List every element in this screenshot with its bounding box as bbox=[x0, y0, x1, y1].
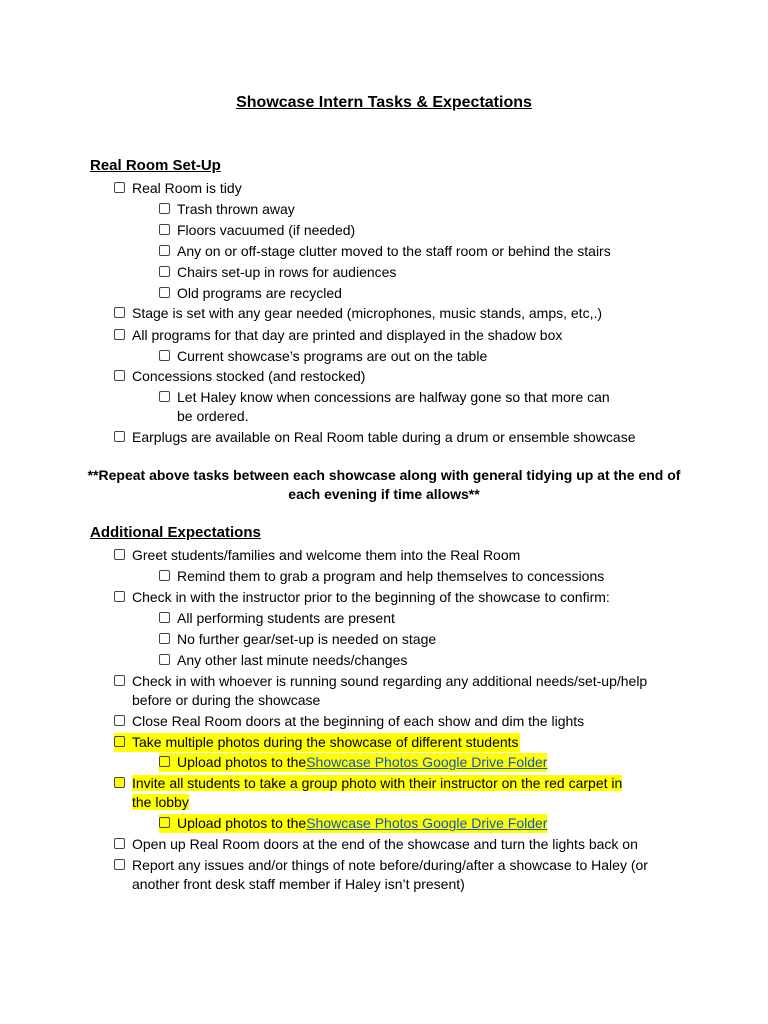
item-text: Real Room is tidy bbox=[132, 180, 242, 196]
checklist-subitem[interactable] bbox=[159, 263, 639, 282]
item-text: Check in with whoever is running sound regarding any additional needs/set-up/help before or during the showcase bbox=[132, 673, 648, 708]
checkbox[interactable] bbox=[159, 350, 170, 361]
google-drive-folder-link[interactable]: Showcase Photos Google Drive Folder bbox=[306, 815, 548, 831]
checkbox[interactable] bbox=[114, 838, 125, 849]
checklist-item[interactable] bbox=[114, 179, 654, 198]
checkbox[interactable] bbox=[159, 570, 170, 581]
item-text: Invite all students to take a group photo with their instructor on the red carpet in the lobby bbox=[132, 775, 623, 810]
checkbox[interactable] bbox=[159, 245, 170, 256]
item-text: Stage is set with any gear needed (microphones, music stands, amps, etc,.) bbox=[132, 305, 603, 321]
item-text: Trash thrown away bbox=[177, 201, 295, 217]
item-text: Floors vacuumed (if needed) bbox=[177, 222, 356, 238]
checklist-item[interactable] bbox=[114, 672, 654, 710]
checklist-subitem-highlighted[interactable] bbox=[159, 753, 639, 772]
checklist-subitem[interactable] bbox=[159, 200, 639, 219]
item-text: All performing students are present bbox=[177, 610, 395, 626]
checklist-item[interactable] bbox=[114, 546, 654, 565]
checkbox[interactable] bbox=[159, 612, 170, 623]
checklist-subitem[interactable] bbox=[159, 609, 639, 628]
item-text: Take multiple photos during the showcase of different students bbox=[132, 734, 519, 750]
checkbox[interactable] bbox=[114, 859, 125, 870]
item-text: Any other last minute needs/changes bbox=[177, 652, 408, 668]
checkbox[interactable] bbox=[114, 370, 125, 381]
google-drive-folder-link[interactable]: Showcase Photos Google Drive Folder bbox=[306, 754, 548, 770]
checkbox[interactable] bbox=[159, 266, 170, 277]
checklist-item[interactable] bbox=[114, 856, 654, 894]
checklist-subitem[interactable] bbox=[159, 221, 639, 240]
checklist-item-highlighted[interactable] bbox=[114, 733, 654, 752]
checklist-subitem[interactable] bbox=[159, 630, 639, 649]
item-text: Check in with the instructor prior to the beginning of the showcase to confirm: bbox=[132, 589, 610, 605]
item-text: Let Haley know when concessions are halfway gone so that more can be ordered. bbox=[177, 389, 610, 424]
item-text: Upload photos to the bbox=[177, 754, 307, 770]
checkbox[interactable] bbox=[114, 549, 125, 560]
document-title: Showcase Intern Tasks & Expectations bbox=[236, 94, 532, 111]
checklist-item[interactable] bbox=[114, 835, 654, 854]
checkbox[interactable] bbox=[114, 777, 125, 788]
checkbox[interactable] bbox=[114, 591, 125, 602]
checkbox[interactable] bbox=[159, 287, 170, 298]
item-text: Earplugs are available on Real Room table during a drum or ensemble showcase bbox=[132, 429, 636, 445]
checkbox[interactable] bbox=[114, 736, 125, 747]
checkbox[interactable] bbox=[159, 654, 170, 665]
checkbox[interactable] bbox=[159, 203, 170, 214]
item-text: Close Real Room doors at the beginning of each show and dim the lights bbox=[132, 713, 585, 729]
item-text: Chairs set-up in rows for audiences bbox=[177, 264, 397, 280]
checklist-subitem[interactable] bbox=[159, 242, 639, 261]
checkbox[interactable] bbox=[114, 307, 125, 318]
item-text: Greet students/families and welcome them into the Real Room bbox=[132, 547, 521, 563]
checklist-item[interactable] bbox=[114, 712, 654, 731]
item-text: Upload photos to the bbox=[177, 815, 307, 831]
checklist-item[interactable] bbox=[114, 326, 654, 345]
repeat-note: **Repeat above tasks between each showcase along with general tidying up at the end of each evening if time allows** bbox=[87, 467, 681, 502]
checklist-item[interactable] bbox=[114, 428, 654, 447]
checkbox[interactable] bbox=[159, 224, 170, 235]
checklist-item-highlighted[interactable] bbox=[114, 774, 644, 812]
checklist-subitem[interactable] bbox=[159, 567, 639, 586]
checkbox[interactable] bbox=[114, 182, 125, 193]
checklist-subitem[interactable] bbox=[159, 347, 639, 366]
item-text: Current showcase’s programs are out on the table bbox=[177, 348, 488, 364]
item-text: Report any issues and/or things of note before/during/after a showcase to Haley (or another front desk staff member if Haley isn’t present) bbox=[132, 857, 648, 892]
checkbox[interactable] bbox=[114, 431, 125, 442]
checklist-subitem[interactable] bbox=[159, 284, 639, 303]
checklist-item[interactable] bbox=[114, 367, 654, 386]
checkbox[interactable] bbox=[159, 391, 170, 402]
checklist-subitem-highlighted[interactable] bbox=[159, 814, 639, 833]
item-text: Old programs are recycled bbox=[177, 285, 342, 301]
item-text: Remind them to grab a program and help themselves to concessions bbox=[177, 568, 605, 584]
section-heading-additional-expectations: Additional Expectations bbox=[90, 524, 261, 541]
checkbox[interactable] bbox=[114, 675, 125, 686]
item-text: Concessions stocked (and restocked) bbox=[132, 368, 366, 384]
checklist-subitem[interactable] bbox=[159, 388, 629, 426]
checkbox[interactable] bbox=[159, 633, 170, 644]
section-heading-real-room-setup: Real Room Set-Up bbox=[90, 157, 221, 174]
item-text: Any on or off-stage clutter moved to the staff room or behind the stairs bbox=[177, 243, 611, 259]
checkbox[interactable] bbox=[159, 756, 170, 767]
item-text: All programs for that day are printed and displayed in the shadow box bbox=[132, 327, 563, 343]
checklist-item[interactable] bbox=[114, 588, 654, 607]
checkbox[interactable] bbox=[114, 329, 125, 340]
checklist-item[interactable] bbox=[114, 304, 654, 323]
checkbox[interactable] bbox=[114, 715, 125, 726]
item-text: No further gear/set-up is needed on stage bbox=[177, 631, 437, 647]
checkbox[interactable] bbox=[159, 817, 170, 828]
item-text: Open up Real Room doors at the end of the showcase and turn the lights back on bbox=[132, 836, 638, 852]
checklist-subitem[interactable] bbox=[159, 651, 639, 670]
